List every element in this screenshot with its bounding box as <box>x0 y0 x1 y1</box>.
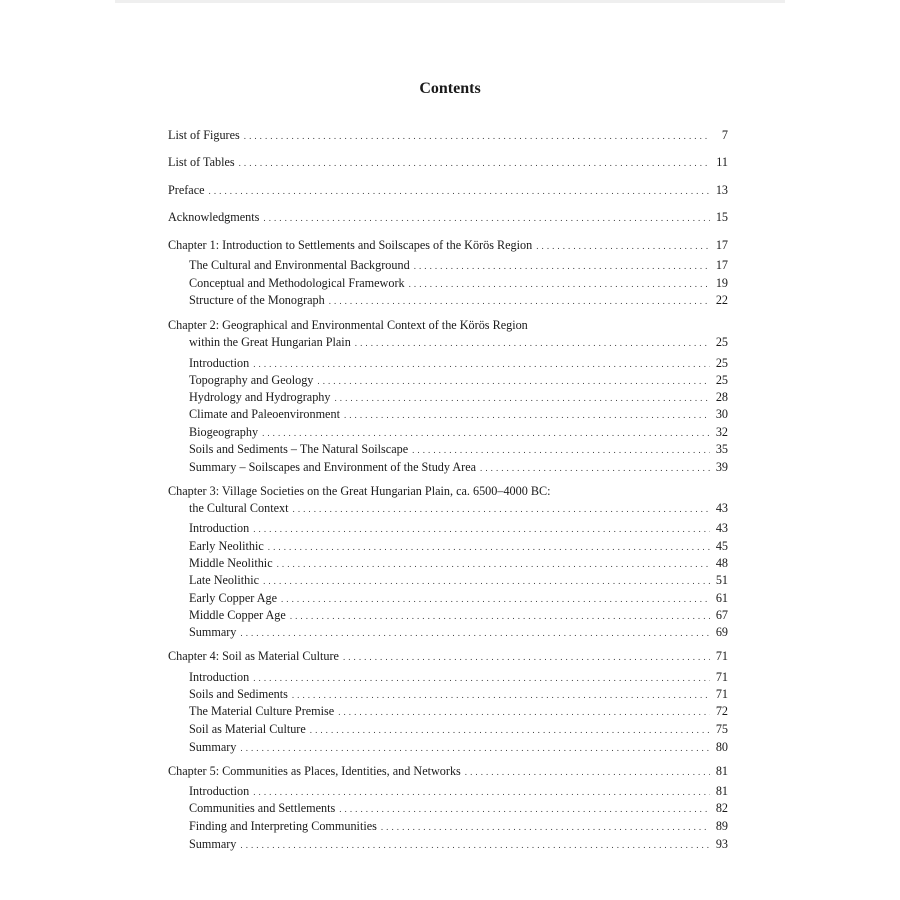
toc-entry-label: Conceptual and Methodological Framework <box>189 276 405 290</box>
dot-leader <box>412 443 710 458</box>
dot-leader <box>414 259 710 274</box>
toc-entry-page: 81 <box>715 764 728 778</box>
toc-entry-page: 61 <box>715 591 728 605</box>
toc-entry-page: 11 <box>716 155 728 169</box>
dot-leader <box>290 609 710 624</box>
toc-entry-label: Soils and Sediments – The Natural Soilscape <box>189 442 409 456</box>
dot-leader <box>262 426 710 441</box>
dot-leader <box>343 650 710 665</box>
toc-section[interactable] <box>189 521 728 537</box>
toc-section[interactable] <box>189 687 728 703</box>
toc-entry-page: 7 <box>721 128 728 142</box>
toc-section[interactable] <box>189 356 728 372</box>
toc-entry-page: 15 <box>715 210 728 224</box>
toc-entry-page: 71 <box>715 649 728 663</box>
toc-entry-page: 89 <box>715 819 728 833</box>
toc-section[interactable] <box>189 625 728 641</box>
toc-entry-page: 43 <box>715 501 728 515</box>
toc-chapter-2[interactable]: Chapter 2: Geographical and Environmental Context of the Körös Region <box>168 318 528 332</box>
toc-section[interactable] <box>189 407 728 423</box>
toc-chapter-3-continued[interactable] <box>189 501 728 517</box>
dot-leader <box>253 522 710 537</box>
dot-leader <box>409 277 710 292</box>
dot-leader <box>355 336 710 351</box>
toc-entry-page: 45 <box>715 539 728 553</box>
toc-entry-page: 43 <box>715 521 728 535</box>
toc-entry-label: Middle Neolithic <box>189 556 273 570</box>
toc-entry-label: Summary <box>189 625 237 639</box>
toc-entry-label: within the Great Hungarian Plain <box>189 335 351 349</box>
toc-entry-label: The Cultural and Environmental Background <box>189 258 410 272</box>
toc-entry-page: 19 <box>715 276 728 290</box>
toc-section[interactable] <box>189 722 728 738</box>
toc-entry-label: Summary <box>189 740 237 754</box>
toc-section[interactable] <box>189 425 728 441</box>
toc-entry-page: 51 <box>715 573 728 587</box>
dot-leader <box>292 688 710 703</box>
toc-section[interactable] <box>189 801 728 817</box>
dot-leader <box>381 820 710 835</box>
toc-entry-page: 72 <box>715 704 728 718</box>
toc-chapter-3[interactable]: Chapter 3: Village Societies on the Great Hungarian Plain, ca. 6500–4000 BC: <box>168 484 551 498</box>
toc-entry-list-of-figures[interactable] <box>168 128 728 144</box>
toc-entry-label: Soil as Material Culture <box>189 722 306 736</box>
toc-section[interactable] <box>189 258 728 274</box>
toc-entry-page: 17 <box>715 238 728 252</box>
toc-entry-page: 25 <box>715 335 728 349</box>
toc-entry-label: Introduction <box>189 356 250 370</box>
toc-entry-label: Preface <box>168 183 205 197</box>
dot-leader <box>317 374 710 389</box>
toc-section[interactable] <box>189 608 728 624</box>
dot-leader <box>263 574 710 589</box>
dot-leader <box>209 184 710 199</box>
toc-section[interactable] <box>189 293 728 309</box>
toc-section[interactable] <box>189 591 728 607</box>
toc-entry-label: List of Tables <box>168 155 235 169</box>
toc-entry-page: 93 <box>715 837 728 851</box>
toc-entry-page: 71 <box>715 670 728 684</box>
toc-entry-page: 48 <box>715 556 728 570</box>
toc-entry-label: Hydrology and Hydrography <box>189 390 331 404</box>
toc-entry-label: Finding and Interpreting Communities <box>189 819 377 833</box>
dot-leader <box>344 408 710 423</box>
dot-leader <box>253 671 710 686</box>
toc-section[interactable] <box>189 539 728 555</box>
toc-entry-label: the Cultural Context <box>189 501 289 515</box>
toc-chapter-4[interactable] <box>168 649 728 665</box>
toc-section[interactable] <box>189 837 728 853</box>
toc-section[interactable] <box>189 704 728 720</box>
toc-entry-label: Chapter 4: Soil as Material Culture <box>168 649 339 663</box>
toc-entry-label: Early Copper Age <box>189 591 277 605</box>
dot-leader <box>338 705 710 720</box>
toc-section[interactable] <box>189 442 728 458</box>
dot-leader <box>465 765 710 780</box>
toc-entry-acknowledgments[interactable] <box>168 210 728 226</box>
toc-entry-label: Soils and Sediments <box>189 687 288 701</box>
dot-leader <box>239 156 710 171</box>
toc-entry-page: 81 <box>715 784 728 798</box>
dot-leader <box>263 211 710 226</box>
dot-leader <box>293 502 710 517</box>
dot-leader <box>240 741 710 756</box>
page-title: Contents <box>419 80 481 97</box>
toc-entry-page: 67 <box>715 608 728 622</box>
toc-entry-page: 71 <box>715 687 728 701</box>
toc-entry-label: Middle Copper Age <box>189 608 286 622</box>
toc-section[interactable] <box>189 784 728 800</box>
toc-entry-page: 28 <box>715 390 728 404</box>
toc-entry-page: 17 <box>715 258 728 272</box>
toc-entry-label: The Material Culture Premise <box>189 704 335 718</box>
dot-leader <box>253 785 710 800</box>
toc-entry-page: 30 <box>715 407 728 421</box>
toc-entry-label: Introduction <box>189 784 250 798</box>
toc-entry-page: 25 <box>715 356 728 370</box>
toc-entry-label: List of Figures <box>168 128 240 142</box>
toc-section[interactable] <box>189 573 728 589</box>
toc-entry-page: 25 <box>715 373 728 387</box>
toc-entry-page: 39 <box>715 460 728 474</box>
toc-entry-list-of-tables[interactable] <box>168 155 728 171</box>
toc-section[interactable] <box>189 460 728 476</box>
dot-leader <box>334 391 710 406</box>
dot-leader <box>253 357 710 372</box>
toc-chapter-2-continued[interactable] <box>189 335 728 351</box>
toc-entry-page: 35 <box>715 442 728 456</box>
dot-leader <box>480 461 710 476</box>
toc-entry-label: Topography and Geology <box>189 373 314 387</box>
toc-section[interactable] <box>189 556 728 572</box>
toc-entry-page: 82 <box>715 801 728 815</box>
dot-leader <box>277 557 710 572</box>
toc-entry-page: 32 <box>715 425 728 439</box>
toc-entry-label: Early Neolithic <box>189 539 264 553</box>
toc-entry-label: Structure of the Monograph <box>189 293 325 307</box>
toc-entry-page: 69 <box>715 625 728 639</box>
toc-section[interactable] <box>189 276 728 292</box>
dot-leader <box>339 802 710 817</box>
toc-section[interactable] <box>189 819 728 835</box>
dot-leader <box>310 723 710 738</box>
toc-entry-label: Introduction <box>189 670 250 684</box>
toc-section[interactable] <box>189 670 728 686</box>
toc-entry-preface[interactable] <box>168 183 728 199</box>
toc-entry-label: Chapter 1: Introduction to Settlements and Soilscapes of the Körös Region <box>168 238 533 252</box>
dot-leader <box>281 592 710 607</box>
dot-leader <box>240 838 710 853</box>
toc-entry-label: Acknowledgments <box>168 210 260 224</box>
toc-entry-label: Communities and Settlements <box>189 801 336 815</box>
toc-entry-label: Biogeography <box>189 425 259 439</box>
toc-entry-page: 13 <box>715 183 728 197</box>
toc-entry-page: 80 <box>715 740 728 754</box>
dot-leader <box>244 129 710 144</box>
dot-leader <box>268 540 710 555</box>
toc-entry-label: Introduction <box>189 521 250 535</box>
toc-entry-label: Climate and Paleoenvironment <box>189 407 340 421</box>
dot-leader <box>329 294 710 309</box>
toc-chapter-1[interactable] <box>168 238 728 254</box>
toc-entry-page: 75 <box>715 722 728 736</box>
toc-entry-label: Summary – Soilscapes and Environment of the Study Area <box>189 460 477 474</box>
dot-leader <box>536 239 710 254</box>
toc-section[interactable] <box>189 740 728 756</box>
toc-section[interactable] <box>189 373 728 389</box>
toc-entry-page: 22 <box>715 293 728 307</box>
dot-leader <box>240 626 710 641</box>
toc-section[interactable] <box>189 390 728 406</box>
toc-entry-label: Summary <box>189 837 237 851</box>
toc-entry-label: Late Neolithic <box>189 573 260 587</box>
toc-chapter-5[interactable] <box>168 764 728 780</box>
toc-entry-label: Chapter 5: Communities as Places, Identities, and Networks <box>168 764 461 778</box>
